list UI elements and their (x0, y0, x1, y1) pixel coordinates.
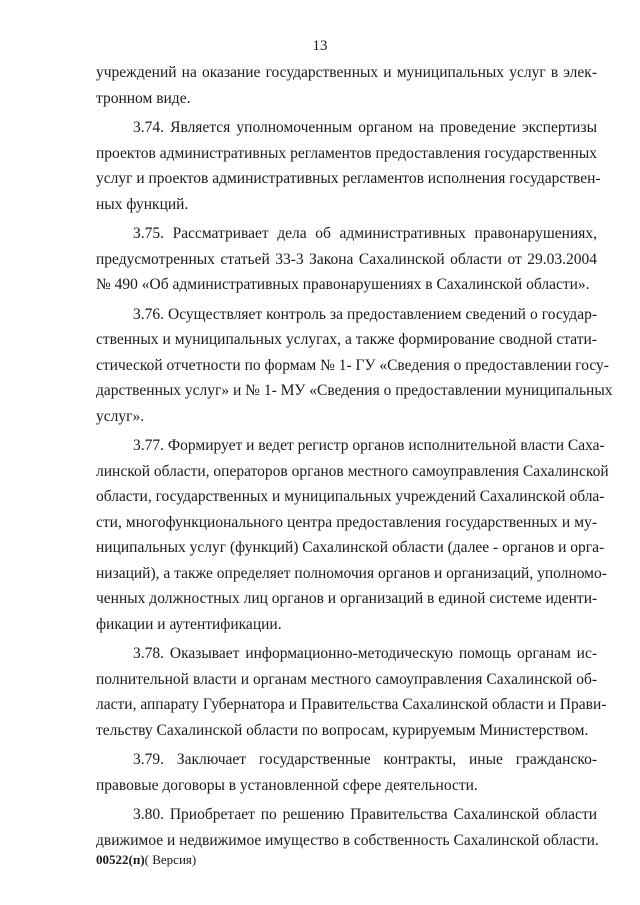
text-line: стической отчетности по формам № 1- ГУ «Сведения о предоставлении госу- (96, 356, 609, 374)
text-line: низаций), а также определяет полномочия органов и организаций, уполномо- (96, 564, 607, 582)
document-footer (96, 851, 196, 869)
text-line: фикации и аутентификации. (96, 615, 282, 633)
text-line: сти, многофункционального центра предоставления государственных и му- (96, 513, 597, 531)
paragraph (96, 641, 607, 743)
text-line: проектов административных регламентов предоставления государственных (96, 144, 597, 162)
text-line: 3.76. Осуществляет контроль за предоставлением сведений о государ- (133, 305, 597, 323)
text-line: услуг и проектов административных регламентов исполнения государствен- (96, 170, 601, 187)
text-line: услуг». (96, 407, 145, 425)
paragraph (96, 433, 609, 637)
footer-note: ( Версия) (144, 852, 197, 867)
text-line: предусмотренных статьей 33-3 Закона Сахалинской области от 29.03.2004 (96, 250, 597, 268)
text-line: 3.75. Рассматривает дела об административных правонарушениях, (133, 225, 597, 242)
text-line: 3.79. Заключает государственные контракты, иные гражданско- (133, 751, 597, 768)
paragraph (96, 302, 613, 430)
text-line: ных функций. (96, 195, 189, 213)
paragraph (96, 115, 601, 217)
text-line: полнительной власти и органам местного самоуправления Сахалинской об- (96, 670, 597, 688)
text-line: ласти, аппарату Губернатора и Правительства Сахалинской области и Прави- (96, 696, 607, 713)
paragraph (96, 802, 597, 853)
text-line: линской области, операторов органов местного самоуправления Сахалинской (96, 462, 609, 480)
text-line: движимое и недвижимое имущество в собственность Сахалинской области. (96, 831, 599, 849)
text-line: ченных должностных лиц органов и организаций в единой системе иденти- (96, 590, 598, 607)
text-line: № 490 «Об административных правонарушениях в Сахалинской области». (96, 276, 590, 293)
text-line: ниципальных услуг (функций) Сахалинской области (далее - органов и орга- (96, 539, 605, 556)
text-line: 3.74. Является уполномоченным органом на проведение экспертизы (133, 119, 597, 136)
footer-code: 00522(п) (96, 852, 145, 867)
text-line: тельству Сахалинской области по вопросам, курируемым Министерством. (96, 721, 589, 739)
text-line: правовые договоры в установленной сфере деятельности. (96, 776, 478, 794)
text-line: ственных и муниципальных услугах, а также формирование сводной стати- (96, 331, 597, 348)
paragraph (96, 60, 597, 111)
text-line: 3.78. Оказывает информационно-методическую помощь органам ис- (133, 645, 597, 662)
text-line: 3.77. Формирует и ведет регистр органов исполнительной власти Саха- (133, 437, 605, 454)
page-number: 13 (312, 38, 328, 54)
document-body (96, 60, 613, 857)
text-line: тронном виде. (96, 89, 191, 107)
paragraph (96, 221, 597, 298)
paragraph (96, 747, 597, 798)
text-line: области, государственных и муниципальных учреждений Сахалинской обла- (96, 488, 605, 505)
text-line: дарственных услуг» и № 1- МУ «Сведения о предоставлении муниципальных (96, 382, 613, 399)
text-line: учреждений на оказание государственных и муниципальных услуг в элек- (96, 64, 597, 81)
text-line: 3.80. Приобретает по решению Правительства Сахалинской области (133, 806, 597, 823)
